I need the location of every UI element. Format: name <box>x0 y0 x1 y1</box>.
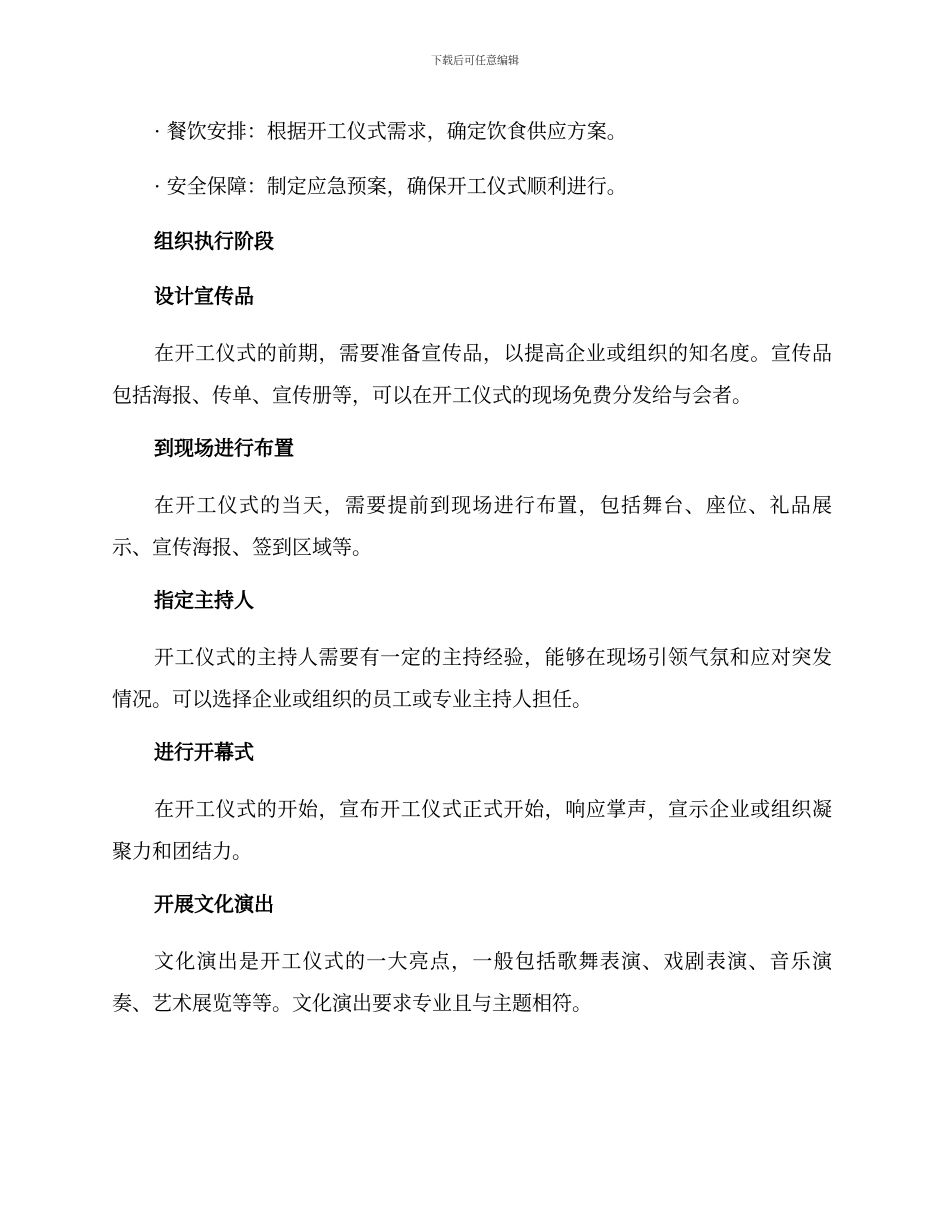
section-title: 组织执行阶段 <box>154 229 274 253</box>
paragraph-host: 开工仪式的主持人需要有一定的主持经验，能够在现场引领气氛和应对突发情况。可以选择企业或组织的员工或专业主持人担任。 <box>112 645 832 711</box>
paragraph-performance: 文化演出是开工仪式的一大亮点，一般包括歌舞表演、戏剧表演、音乐演奏、艺术展览等等。文化演出要求专业且与主题相符。 <box>112 949 832 1015</box>
paragraph-opening: 在开工仪式的开始，宣布开工仪式正式开始，响应掌声，宣示企业或组织凝聚力和团结力。 <box>112 797 832 863</box>
page-header: 下载后可任意编辑 <box>431 54 519 67</box>
document-body <box>112 112 832 1037</box>
heading-venue-setup: 到现场进行布置 <box>154 436 294 460</box>
paragraph-venue-setup: 在开工仪式的当天，需要提前到现场进行布置，包括舞台、座位、礼品展示、宣传海报、签到区域等。 <box>112 493 832 559</box>
bullet-safety: · 安全保障：制定应急预案，确保开工仪式顺利进行。 <box>154 174 627 198</box>
paragraph-design-promo: 在开工仪式的前期，需要准备宣传品，以提高企业或组织的知名度。宣传品包括海报、传单、宣传册等，可以在开工仪式的现场免费分发给与会者。 <box>112 341 832 407</box>
heading-host: 指定主持人 <box>154 588 254 612</box>
heading-performance: 开展文化演出 <box>154 892 274 916</box>
bullet-catering: · 餐饮安排：根据开工仪式需求，确定饮食供应方案。 <box>154 119 627 143</box>
heading-design-promo: 设计宣传品 <box>154 284 254 308</box>
heading-opening: 进行开幕式 <box>154 740 254 764</box>
